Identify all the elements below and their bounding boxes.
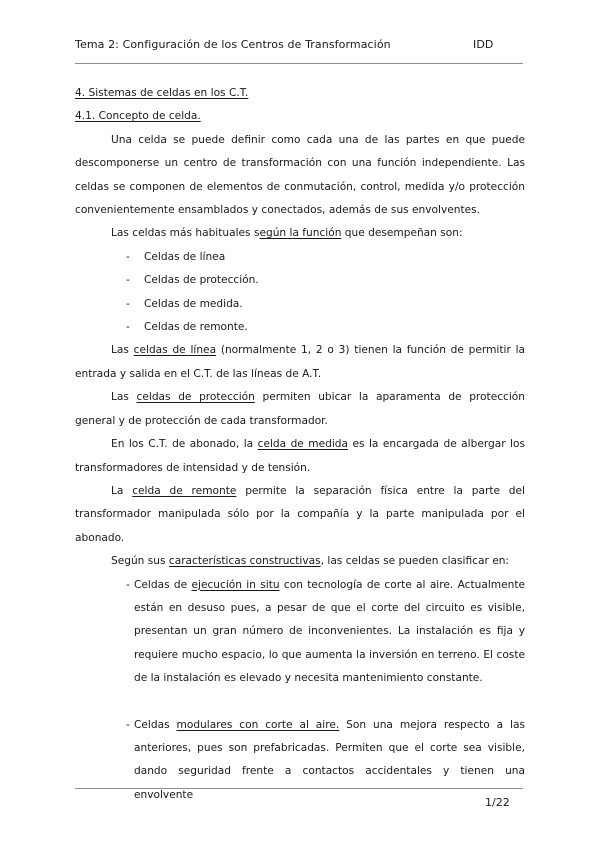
list-item: [75, 574, 525, 691]
underlined-term: egún la función: [259, 227, 342, 240]
text: con tecnología de corte al aire. Actualmente están en desuso pues, a pesar de que el corte del circuito es visible, presentan un gran número de inconvenientes. La instalación es fija y requiere mucho espacio, lo que aumenta la inversión en terreno. El coste de la instalación es elevado y necesita mantenimiento constante.: [134, 578, 525, 685]
text: (normalmente 1, 2 o 3) tienen la función de permitir la entrada y salida en el C.T. de las líneas de A.T.: [75, 344, 525, 380]
paragraph-protection-cells: [75, 386, 525, 433]
text: Las celdas más habituales s: [111, 227, 260, 240]
subsection-heading: 4.1. Concepto de celda.: [75, 110, 201, 123]
paragraph-construction-intro: [75, 550, 525, 573]
underlined-term: celda de medida: [257, 438, 349, 451]
list-item: [75, 293, 525, 316]
page-number: 1/22: [485, 796, 510, 809]
underlined-term: celdas de protección: [136, 391, 255, 404]
underlined-term: celdas de línea: [133, 344, 217, 357]
text: Según sus: [111, 555, 169, 568]
underlined-term: ejecución in situ: [191, 578, 280, 591]
list-item-text: Celdas de línea: [144, 250, 226, 263]
bullet-dash: -: [126, 321, 130, 334]
page-header: [75, 38, 523, 51]
list-item: [75, 269, 525, 292]
bullet-dash: -: [126, 297, 130, 310]
paragraph-function-intro: [75, 222, 525, 245]
list-item-text: Celdas de protección.: [144, 274, 259, 287]
spacer: [75, 691, 525, 714]
text: Celdas de: [134, 578, 192, 591]
paragraph-definition: Una celda se puede definir como cada una de las partes en que puede descomponerse un centro de transformación con una función independiente. Las celdas se componen de elementos de conmutación, control, medida y/o protección convenientemente ensamblados y conectados, además de sus envolventes.: [75, 133, 525, 217]
paragraph-measure-cells: [75, 433, 525, 480]
text: Son una mejora respecto a las anteriores, pues son prefabricadas. Permiten que el corte sea visible, dando seguridad frente a contactos accidentales y tienen una envolvente: [134, 718, 525, 801]
text: es la encargada de albergar los transformadores de intensidad y de tensión.: [75, 438, 526, 474]
text: En los C.T. de abonado, la: [111, 438, 258, 451]
section-heading: 4. Sistemas de celdas en los C.T.: [75, 87, 249, 99]
underlined-term: modulares con corte al aire.: [176, 718, 340, 731]
bullet-dash: -: [126, 250, 130, 263]
text: Las: [111, 391, 137, 404]
header-code: IDD: [473, 38, 494, 51]
underlined-term: características constructivas: [168, 555, 321, 568]
list-item: [75, 714, 525, 808]
underlined-term: celda de remonte: [132, 484, 237, 497]
list-item-text: Celdas de medida.: [144, 297, 243, 310]
paragraph-remonte-cells: [75, 480, 525, 550]
bullet-dash: -: [126, 718, 130, 731]
bullet-dash: -: [126, 578, 130, 591]
bullet-dash: -: [126, 274, 130, 287]
header-rule: [75, 63, 523, 64]
list-item-text: Celdas de remonte.: [144, 321, 248, 334]
text: Celdas: [134, 718, 177, 731]
text: , las celdas se pueden clasificar en:: [320, 555, 510, 568]
text: permiten ubicar la aparamenta de protección general y de protección de cada transformador.: [75, 391, 525, 427]
text: La: [111, 484, 133, 497]
footer-rule: [75, 788, 523, 789]
list-item: [75, 316, 525, 339]
text: que desempeñan son:: [341, 227, 463, 240]
list-item: [75, 246, 525, 269]
text: Las: [111, 344, 134, 357]
paragraph-line-cells: [75, 339, 525, 386]
text: permite la separación física entre la parte del transformador manipulada sólo por la compañía y la parte manipulada por el abonado.: [75, 484, 525, 544]
header-title: Tema 2: Configuración de los Centros de Transformación: [75, 38, 391, 51]
page-body: [75, 82, 525, 807]
